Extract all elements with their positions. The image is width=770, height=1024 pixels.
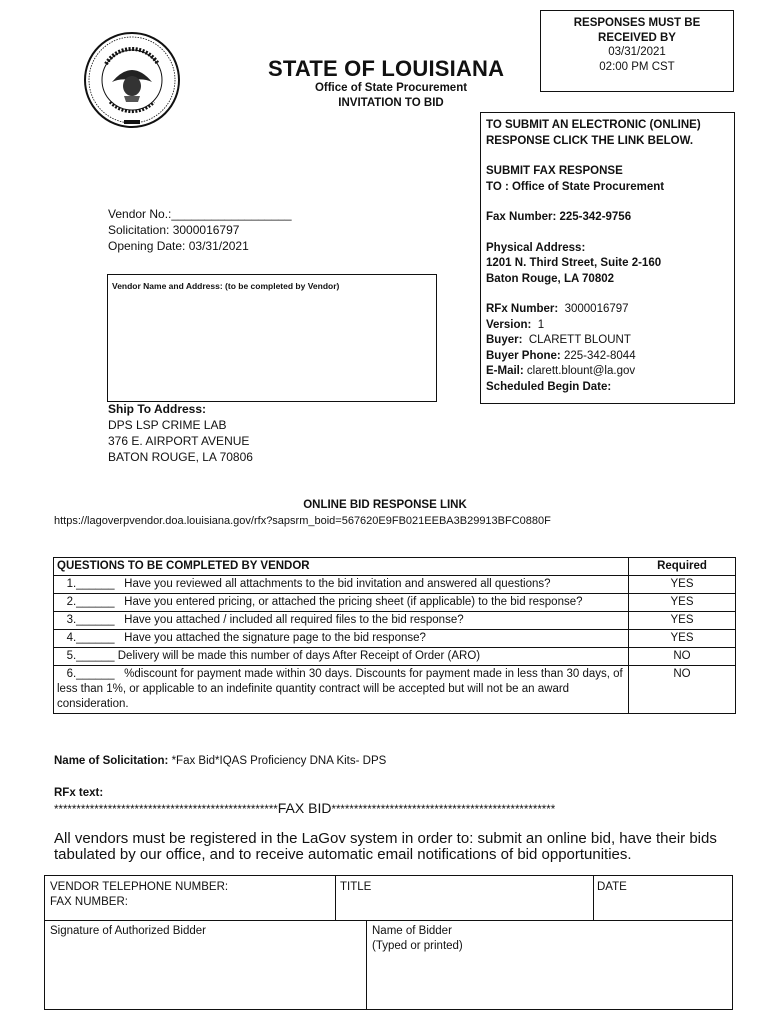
online-instruction-1: TO SUBMIT AN ELECTRONIC (ONLINE) <box>486 119 701 131</box>
deadline-line2: RECEIVED BY <box>598 31 676 44</box>
bidder-name-field[interactable] <box>372 924 463 954</box>
question-required: YES <box>629 594 736 612</box>
vendor-box-label: Vendor Name and Address: (to be completed by Vendor) <box>112 281 340 291</box>
table-row <box>54 612 736 630</box>
question-text[interactable]: 2.______ Have you entered pricing, or attached the pricing sheet (if applicable) to the bid response? <box>54 594 629 612</box>
rfx-number-value: 3000016797 <box>564 303 629 315</box>
bidder-name-label: Name of Bidder <box>372 925 452 937</box>
version-value: 1 <box>537 318 545 331</box>
question-required: NO <box>629 666 736 714</box>
question-text[interactable]: 6.______ %discount for payment made within 30 days. Discounts for payment made in less than 30 days, of less than 1%, or applicable to an indefinite quantity contract will be accepted but will not be an award consideration. <box>54 666 629 714</box>
table-row <box>54 666 736 714</box>
rfx-stars-left: ************************************************** <box>54 804 278 816</box>
table-row <box>54 648 736 666</box>
solicitation-name <box>54 755 386 767</box>
question-text[interactable]: 3.______ Have you attached / included all required files to the bid response? <box>54 612 629 630</box>
rfx-text-label: RFx text: <box>54 787 104 799</box>
rfx-text <box>54 800 555 816</box>
rfx-number-label: RFx Number: <box>486 303 559 315</box>
online-bid-link[interactable]: https://lagoverpvendor.doa.louisiana.gov/rfx?sapsrm_boid=567620E9FB021EEBA3B29913BFC0880F <box>54 515 551 527</box>
fax-number: Fax Number: 225-342-9756 <box>486 211 632 223</box>
title-field[interactable] <box>340 880 371 895</box>
physical-address-line2: Baton Rouge, LA 70802 <box>486 272 615 285</box>
signature-field[interactable] <box>50 924 206 939</box>
office-name: Office of State Procurement <box>314 82 468 94</box>
vendor-number[interactable]: Vendor No.:__________________ <box>108 207 292 221</box>
opening-date: Opening Date: 03/31/2021 <box>108 239 249 253</box>
vendor-name-address-field[interactable] <box>107 274 437 402</box>
state-title: STATE OF LOUISIANA <box>268 56 505 81</box>
table-row <box>54 594 736 612</box>
deadline-time: 02:00 PM CST <box>599 60 675 73</box>
buyer-phone-label: Buyer Phone: <box>486 349 561 362</box>
buyer-value: CLARETT BLOUNT <box>528 334 631 346</box>
fax-number-label: FAX NUMBER: <box>50 896 128 908</box>
signature-label: Signature of Authorized Bidder <box>50 925 206 937</box>
vendor-phone-field[interactable] <box>50 880 228 910</box>
ship-to-line1: DPS LSP CRIME LAB <box>108 418 227 432</box>
vendor-phone-label: VENDOR TELEPHONE NUMBER: <box>50 881 229 893</box>
date-label: DATE <box>597 881 627 893</box>
state-seal-logo <box>82 30 182 130</box>
signature-block <box>44 875 733 1010</box>
question-required: YES <box>629 612 736 630</box>
scheduled-begin-label: Scheduled Begin Date: <box>486 380 612 393</box>
ship-to-address <box>108 401 253 465</box>
solicitation-name-value: *Fax Bid*IQAS Proficiency DNA Kits- DPS <box>168 755 387 767</box>
required-header: Required <box>629 558 736 576</box>
registration-notice: All vendors must be registered in the LaGov system in order to: submit an online bid, have their bids tabulated by our office, and to receive automatic email notifications of bid opportunities. <box>54 830 717 863</box>
physical-address-label: Physical Address: <box>486 241 586 254</box>
ship-to-label: Ship To Address: <box>108 402 207 416</box>
deadline-line1: RESPONSES MUST BE <box>573 17 701 29</box>
deadline-date: 03/31/2021 <box>608 46 666 58</box>
email-value[interactable]: clarett.blount@la.gov <box>526 365 636 377</box>
questions-table <box>53 557 736 714</box>
question-text[interactable]: 5.______ Delivery will be made this number of days After Receipt of Order (ARO) <box>54 648 629 666</box>
questions-header: QUESTIONS TO BE COMPLETED BY VENDOR <box>54 558 629 576</box>
bidder-name-note: (Typed or printed) <box>372 940 463 952</box>
response-deadline-box <box>540 10 734 92</box>
ship-to-line2: 376 E. AIRPORT AVENUE <box>108 434 250 448</box>
ship-to-line3: BATON ROUGE, LA 70806 <box>108 450 253 464</box>
date-field[interactable] <box>597 880 627 895</box>
online-link-heading: ONLINE BID RESPONSE LINK <box>303 499 467 511</box>
version-label: Version: <box>486 318 532 331</box>
fax-instruction-2: TO : Office of State Procurement <box>486 180 665 193</box>
table-row <box>54 630 736 648</box>
online-instruction-2: RESPONSE CLICK THE LINK BELOW. <box>486 134 694 147</box>
question-text[interactable]: 1.______ Have you reviewed all attachments to the bid invitation and answered all questions? <box>54 576 629 594</box>
document-type: INVITATION TO BID <box>338 97 444 109</box>
question-required: YES <box>629 576 736 594</box>
solicitation-number: Solicitation: 3000016797 <box>108 223 240 237</box>
buyer-phone-value: 225-342-8044 <box>563 349 636 362</box>
question-required: NO <box>629 648 736 666</box>
vendor-info <box>108 206 292 254</box>
rfx-fax-bid: FAX BID <box>277 800 332 816</box>
fax-instruction-1: SUBMIT FAX RESPONSE <box>486 165 623 177</box>
question-text[interactable]: 4.______ Have you attached the signature page to the bid response? <box>54 630 629 648</box>
submission-info-box <box>480 112 735 404</box>
table-row <box>54 576 736 594</box>
rfx-stars-right: ************************************************** <box>331 804 556 816</box>
physical-address-line1: 1201 N. Third Street, Suite 2-160 <box>486 257 662 269</box>
email-label: E-Mail: <box>486 365 524 377</box>
buyer-label: Buyer: <box>486 334 523 346</box>
title-label: TITLE <box>340 881 372 893</box>
question-required: YES <box>629 630 736 648</box>
solicitation-name-label: Name of Solicitation: <box>54 755 169 767</box>
